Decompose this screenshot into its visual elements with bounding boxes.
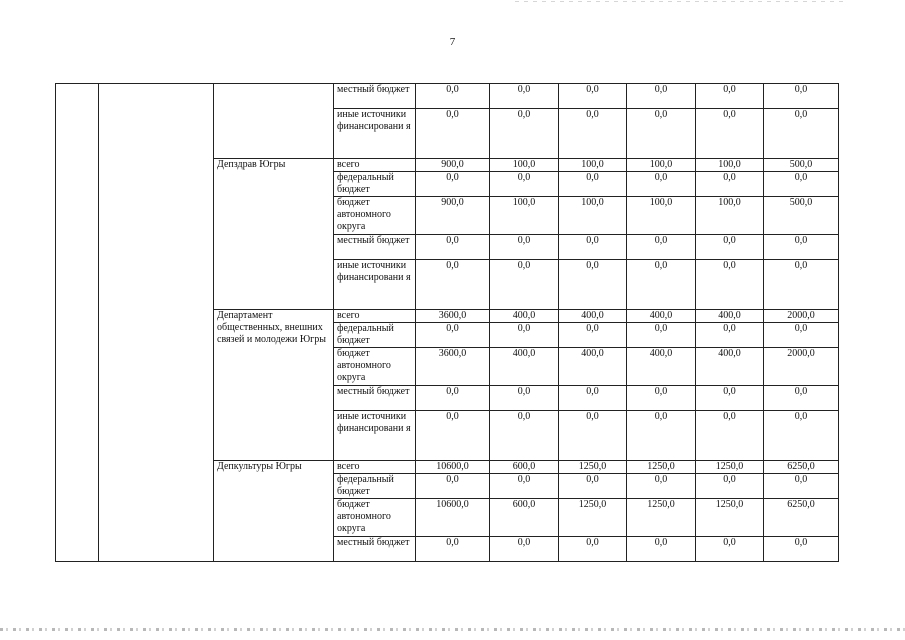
amount-cell: 900,0 bbox=[416, 159, 490, 172]
amount-cell: 1250,0 bbox=[559, 461, 627, 474]
funding-source-label: бюджет автономного округа bbox=[334, 197, 416, 235]
executor-name: Департамент общественных, внешних связей и молодежи Югры bbox=[214, 310, 334, 461]
amount-cell: 0,0 bbox=[627, 386, 696, 411]
amount-cell: 0,0 bbox=[416, 386, 490, 411]
amount-cell: 0,0 bbox=[764, 260, 839, 310]
amount-cell: 400,0 bbox=[696, 348, 764, 386]
amount-cell: 0,0 bbox=[627, 109, 696, 159]
amount-cell: 100,0 bbox=[696, 159, 764, 172]
amount-cell: 500,0 bbox=[764, 197, 839, 235]
amount-cell: 0,0 bbox=[627, 411, 696, 461]
amount-cell: 0,0 bbox=[696, 260, 764, 310]
amount-cell: 0,0 bbox=[696, 386, 764, 411]
amount-cell: 6250,0 bbox=[764, 499, 839, 537]
page-number: 7 bbox=[449, 36, 456, 48]
amount-cell: 0,0 bbox=[627, 474, 696, 499]
amount-cell: 0,0 bbox=[416, 109, 490, 159]
amount-cell: 0,0 bbox=[490, 84, 559, 109]
amount-cell: 100,0 bbox=[696, 197, 764, 235]
amount-cell: 0,0 bbox=[764, 84, 839, 109]
amount-cell: 0,0 bbox=[696, 235, 764, 260]
amount-cell: 600,0 bbox=[490, 461, 559, 474]
funding-source-label: федеральный бюджет bbox=[334, 323, 416, 348]
amount-cell: 0,0 bbox=[627, 537, 696, 562]
amount-cell: 0,0 bbox=[559, 411, 627, 461]
amount-cell: 400,0 bbox=[627, 348, 696, 386]
amount-cell: 1250,0 bbox=[627, 461, 696, 474]
amount-cell: 0,0 bbox=[416, 172, 490, 197]
amount-cell: 0,0 bbox=[490, 172, 559, 197]
amount-cell: 0,0 bbox=[490, 386, 559, 411]
scan-artifact-bottom bbox=[0, 628, 905, 631]
amount-cell: 0,0 bbox=[559, 109, 627, 159]
amount-cell: 0,0 bbox=[696, 537, 764, 562]
amount-cell: 400,0 bbox=[490, 310, 559, 323]
amount-cell: 10600,0 bbox=[416, 499, 490, 537]
amount-cell: 0,0 bbox=[696, 323, 764, 348]
amount-cell: 0,0 bbox=[416, 323, 490, 348]
funding-source-label: иные источники финансировани я bbox=[334, 109, 416, 159]
amount-cell: 0,0 bbox=[490, 323, 559, 348]
amount-cell: 0,0 bbox=[490, 474, 559, 499]
amount-cell: 0,0 bbox=[696, 109, 764, 159]
amount-cell: 1250,0 bbox=[627, 499, 696, 537]
amount-cell: 1250,0 bbox=[559, 499, 627, 537]
activity-name-cell bbox=[99, 84, 214, 562]
funding-source-label: иные источники финансировани я bbox=[334, 260, 416, 310]
amount-cell: 0,0 bbox=[559, 84, 627, 109]
funding-source-label: бюджет автономного округа bbox=[334, 348, 416, 386]
amount-cell: 3600,0 bbox=[416, 348, 490, 386]
amount-cell: 0,0 bbox=[490, 109, 559, 159]
amount-cell: 0,0 bbox=[764, 386, 839, 411]
amount-cell: 0,0 bbox=[696, 411, 764, 461]
executor-name: Депкультуры Югры bbox=[214, 461, 334, 562]
amount-cell: 100,0 bbox=[559, 197, 627, 235]
amount-cell: 0,0 bbox=[627, 84, 696, 109]
funding-source-label: бюджет автономного округа bbox=[334, 499, 416, 537]
funding-source-label: федеральный бюджет bbox=[334, 172, 416, 197]
amount-cell: 400,0 bbox=[559, 310, 627, 323]
amount-cell: 0,0 bbox=[764, 411, 839, 461]
amount-cell: 0,0 bbox=[764, 537, 839, 562]
funding-source-label: местный бюджет bbox=[334, 84, 416, 109]
amount-cell: 2000,0 bbox=[764, 310, 839, 323]
amount-cell: 0,0 bbox=[559, 386, 627, 411]
amount-cell: 600,0 bbox=[490, 499, 559, 537]
amount-cell: 0,0 bbox=[559, 235, 627, 260]
amount-cell: 0,0 bbox=[559, 537, 627, 562]
amount-cell: 100,0 bbox=[559, 159, 627, 172]
amount-cell: 0,0 bbox=[490, 411, 559, 461]
executor-name: Депздрав Югры bbox=[214, 159, 334, 310]
executor-cell-empty bbox=[214, 84, 334, 159]
amount-cell: 0,0 bbox=[416, 235, 490, 260]
amount-cell: 0,0 bbox=[559, 474, 627, 499]
amount-cell: 100,0 bbox=[490, 159, 559, 172]
amount-cell: 0,0 bbox=[416, 474, 490, 499]
amount-cell: 0,0 bbox=[416, 260, 490, 310]
amount-cell: 1250,0 bbox=[696, 499, 764, 537]
amount-cell: 0,0 bbox=[696, 474, 764, 499]
amount-cell: 0,0 bbox=[764, 109, 839, 159]
amount-cell: 100,0 bbox=[627, 197, 696, 235]
amount-cell: 0,0 bbox=[559, 172, 627, 197]
amount-cell: 1250,0 bbox=[696, 461, 764, 474]
amount-cell: 100,0 bbox=[627, 159, 696, 172]
amount-cell: 0,0 bbox=[764, 323, 839, 348]
funding-source-label: федеральный бюджет bbox=[334, 474, 416, 499]
amount-cell: 0,0 bbox=[764, 172, 839, 197]
amount-cell: 0,0 bbox=[490, 235, 559, 260]
scan-artifact-top bbox=[515, 1, 845, 2]
amount-cell: 400,0 bbox=[627, 310, 696, 323]
amount-cell: 0,0 bbox=[416, 84, 490, 109]
amount-cell: 0,0 bbox=[764, 235, 839, 260]
budget-table bbox=[55, 83, 839, 562]
amount-cell: 0,0 bbox=[696, 172, 764, 197]
funding-source-label: местный бюджет bbox=[334, 537, 416, 562]
funding-source-label: местный бюджет bbox=[334, 235, 416, 260]
amount-cell: 0,0 bbox=[416, 537, 490, 562]
amount-cell: 0,0 bbox=[559, 323, 627, 348]
amount-cell: 400,0 bbox=[696, 310, 764, 323]
budget-table-body bbox=[56, 84, 839, 562]
amount-cell: 3600,0 bbox=[416, 310, 490, 323]
amount-cell: 900,0 bbox=[416, 197, 490, 235]
amount-cell: 0,0 bbox=[627, 172, 696, 197]
amount-cell: 0,0 bbox=[764, 474, 839, 499]
amount-cell: 0,0 bbox=[490, 260, 559, 310]
amount-cell: 0,0 bbox=[627, 260, 696, 310]
amount-cell: 0,0 bbox=[627, 235, 696, 260]
funding-source-label: всего bbox=[334, 310, 416, 323]
funding-source-label: всего bbox=[334, 159, 416, 172]
amount-cell: 400,0 bbox=[490, 348, 559, 386]
funding-source-label: местный бюджет bbox=[334, 386, 416, 411]
amount-cell: 10600,0 bbox=[416, 461, 490, 474]
row-number-cell bbox=[56, 84, 99, 562]
amount-cell: 0,0 bbox=[627, 323, 696, 348]
amount-cell: 0,0 bbox=[559, 260, 627, 310]
amount-cell: 400,0 bbox=[559, 348, 627, 386]
amount-cell: 2000,0 bbox=[764, 348, 839, 386]
amount-cell: 0,0 bbox=[416, 411, 490, 461]
funding-source-label: всего bbox=[334, 461, 416, 474]
table-row bbox=[56, 84, 839, 109]
amount-cell: 500,0 bbox=[764, 159, 839, 172]
amount-cell: 100,0 bbox=[490, 197, 559, 235]
amount-cell: 0,0 bbox=[490, 537, 559, 562]
amount-cell: 6250,0 bbox=[764, 461, 839, 474]
funding-source-label: иные источники финансировани я bbox=[334, 411, 416, 461]
amount-cell: 0,0 bbox=[696, 84, 764, 109]
